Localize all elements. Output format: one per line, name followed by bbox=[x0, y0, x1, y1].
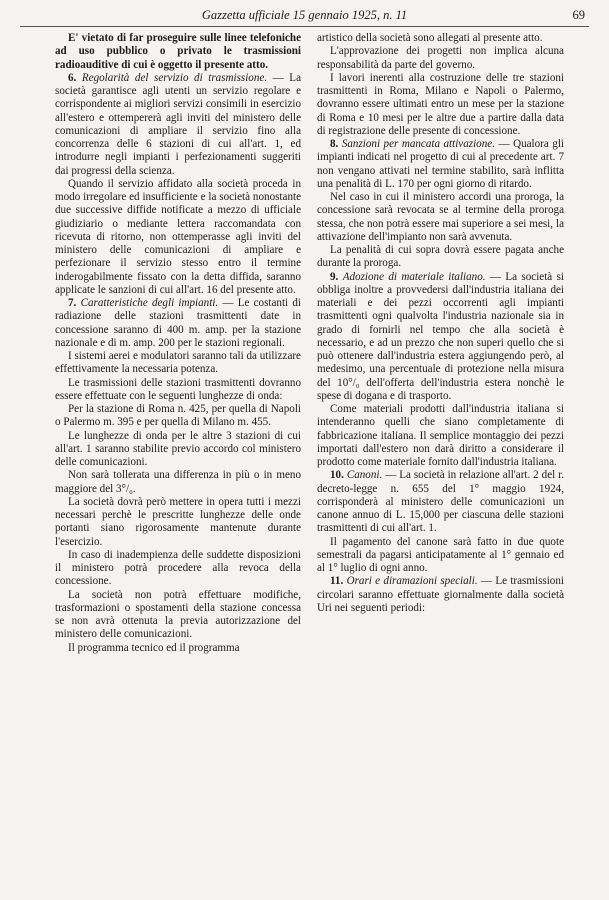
section-heading: Caratteristiche degli impianti. bbox=[80, 297, 219, 309]
paragraph: I lavori inerenti alla costruzione delle tre stazioni trasmittenti in Roma, Milano e Napoli o Palermo, dovranno essere ultimati entro un mese per la stazione di Roma e 10 mesi per le altre due a partire dalla data di registrazione delle presente di concessione. bbox=[317, 71, 564, 137]
section-heading: Canoni. bbox=[346, 469, 383, 482]
section-10 bbox=[317, 469, 564, 535]
paragraph: La società dovrà però mettere in opera tutti i mezzi necessari perchè le prescritte lunghezze delle onde portanti siano rigorosamente mantenute durante l'esercizio. bbox=[55, 495, 301, 548]
section-text: — La società in relazione all'art. 2 del r. decreto-legge n. 655 del 1° maggio 1924, corrisponderà al ministero delle comunicazioni un canone annuo di L. 15,000 per ciascuna delle stazioni trasmittenti di cui all'art. 1. bbox=[317, 469, 564, 535]
paragraph: Il programma tecnico ed il programma bbox=[68, 641, 240, 654]
right-column bbox=[317, 32, 564, 615]
section-heading: Regolarità del servizio di trasmissione. bbox=[81, 71, 268, 84]
paragraph: Le lunghezze di onda per le altre 3 stazioni di cui all'art. 1 saranno stabilite previo accordo col ministero delle comunicazioni. bbox=[55, 429, 301, 468]
section-text: — Qualora gli impianti indicati nel progetto di cui al precedente art. 7 non vengano attivati nel termine stabilito, sarà inflitta una penalità di L. 170 per ogni giorno di ritardo. bbox=[317, 138, 564, 190]
section-7 bbox=[55, 297, 301, 350]
section-number: 6. bbox=[68, 71, 77, 84]
paragraph: E' vietato di far proseguire sulle linee telefoniche ad uso pubblico o privato le trasmissioni radioauditive di cui è oggetto il presente atto. bbox=[55, 32, 301, 71]
section-text: — La società si obbliga inoltre a provvedersi dall'industria italiana dei materiali e dei pezzi occorrenti agli impianti trasmittenti ogni qualvolta l'industria nazionale sia in grado di fornirli nel tempo che alla società è necessario, e ad un prezzo che non superi quello che si può ottenere dall'industria estera aggiungendo però, al medesimo, una percentuale di protezione nella misura del 10°/₀ dell'offerta dell'industria estera nonchè le spese di dogana e di trasporto. bbox=[317, 270, 564, 402]
paragraph: Non sarà tollerata una differenza in più o in meno maggiore del 3°/₀. bbox=[55, 469, 301, 495]
paragraph: artistico della società sono allegati al presente atto. bbox=[317, 32, 543, 44]
section-heading: Orari e diramazioni speciali. bbox=[346, 575, 478, 588]
section-6 bbox=[55, 72, 301, 178]
paragraph: In caso di inadempienza delle suddette disposizioni il ministero potrà procedere alla revoca della concessione. bbox=[55, 548, 301, 588]
section-heading: Sanzioni per mancata attivazione. bbox=[341, 138, 495, 150]
section-number: 7. bbox=[68, 297, 77, 309]
page-number: 69 bbox=[572, 8, 585, 22]
paragraph: Le trasmissioni delle stazioni trasmittenti dovranno essere effettuate con le seguenti lunghezze di onda: bbox=[55, 376, 301, 402]
section-number: 9. bbox=[330, 270, 339, 283]
section-text: — Le trasmissioni circolari saranno effettuate giornalmente dalla società Uri nei seguenti periodi: bbox=[317, 575, 564, 614]
section-8 bbox=[317, 138, 564, 191]
section-11 bbox=[317, 575, 564, 615]
paragraph: Nel caso in cui il ministero accordi una proroga, la concessione sarà revocata se al termine della proroga stessa, che non potrà essere mai superiore a sei mesi, la attivazione dell'impianto non sarà avvenuta. bbox=[317, 191, 564, 243]
paragraph: Il pagamento del canone sarà fatto in due quote semestrali da pagarsi anticipatamente al 1° gennaio ed al 1° luglio di ogni anno. bbox=[317, 535, 564, 574]
section-number: 11. bbox=[330, 575, 344, 588]
paragraph: I sistemi aerei e modulatori saranno tali da utilizzare effettivamente la necessaria potenza. bbox=[55, 350, 301, 376]
page-header bbox=[20, 4, 589, 27]
paragraph: La società non potrà effettuare modifiche, trasformazioni o spostamenti della stazione concessa se non avrà ottenuta la previa autorizzazione del ministero delle comunicazioni. bbox=[55, 588, 301, 641]
section-heading: Adozione di materiale italiano. bbox=[342, 270, 486, 283]
section-9 bbox=[317, 271, 564, 404]
section-text: — Le costanti di radiazione delle stazioni trasmittenti date in concessione saranno di 400 m. amp. per la stazione nazionale e di m. amp. 200 per le stazioni regionali. bbox=[55, 297, 301, 349]
section-text: — La società garantisce agli utenti un servizio regolare e corrispondente ai migliori servizi consimili in esercizio all'estero e ottempererà agli inviti del ministero delle comunicazioni di ampliare il servizio fino alla concorrenza delle 6 stazioni di cui all'art. 1, ed introdurre negli impianti i perfezionamenti suggeriti dai progressi della scienza. bbox=[55, 71, 302, 177]
paragraph: Quando il servizio affidato alla società proceda in modo irregolare ed insufficiente e la società nonostante due successive diffide notificate a mezzo di ufficiale giudiziario o mediante lettera raccomandata con ricevuta di ritorno, non ottemperasse agli inviti del ministero delle comunicazioni di ampliare e perfezionare il servizio stesso entro il termine inderogabilmente fissato con la detta diffida, saranno applicate le sanzioni di cui all'art. 16 del presente atto. bbox=[55, 177, 301, 296]
paragraph: Come materiali prodotti dall'industria italiana si intenderanno quelli che siano completamente di fabbricazione italiana. Il semplice montaggio dei pezzi importati dall'estero non darà diritto a considerare il prodotto come materiale fornito dall'industria italiana. bbox=[317, 403, 564, 468]
paragraph: La penalità di cui sopra dovrà essere pagata anche durante la proroga. bbox=[317, 244, 564, 270]
section-number: 8. bbox=[330, 138, 339, 150]
paragraph: L'approvazione dei progetti non implica alcuna responsabilità da parte del governo. bbox=[317, 45, 564, 71]
left-column bbox=[55, 32, 301, 655]
header-title: Gazzetta ufficiale 15 gennaio 1925, n. 11 bbox=[201, 8, 408, 22]
section-number: 10. bbox=[330, 469, 344, 482]
paragraph: Per la stazione di Roma n. 425, per quella di Napoli o Palermo m. 395 e per quella di Milano m. 455. bbox=[55, 403, 301, 429]
